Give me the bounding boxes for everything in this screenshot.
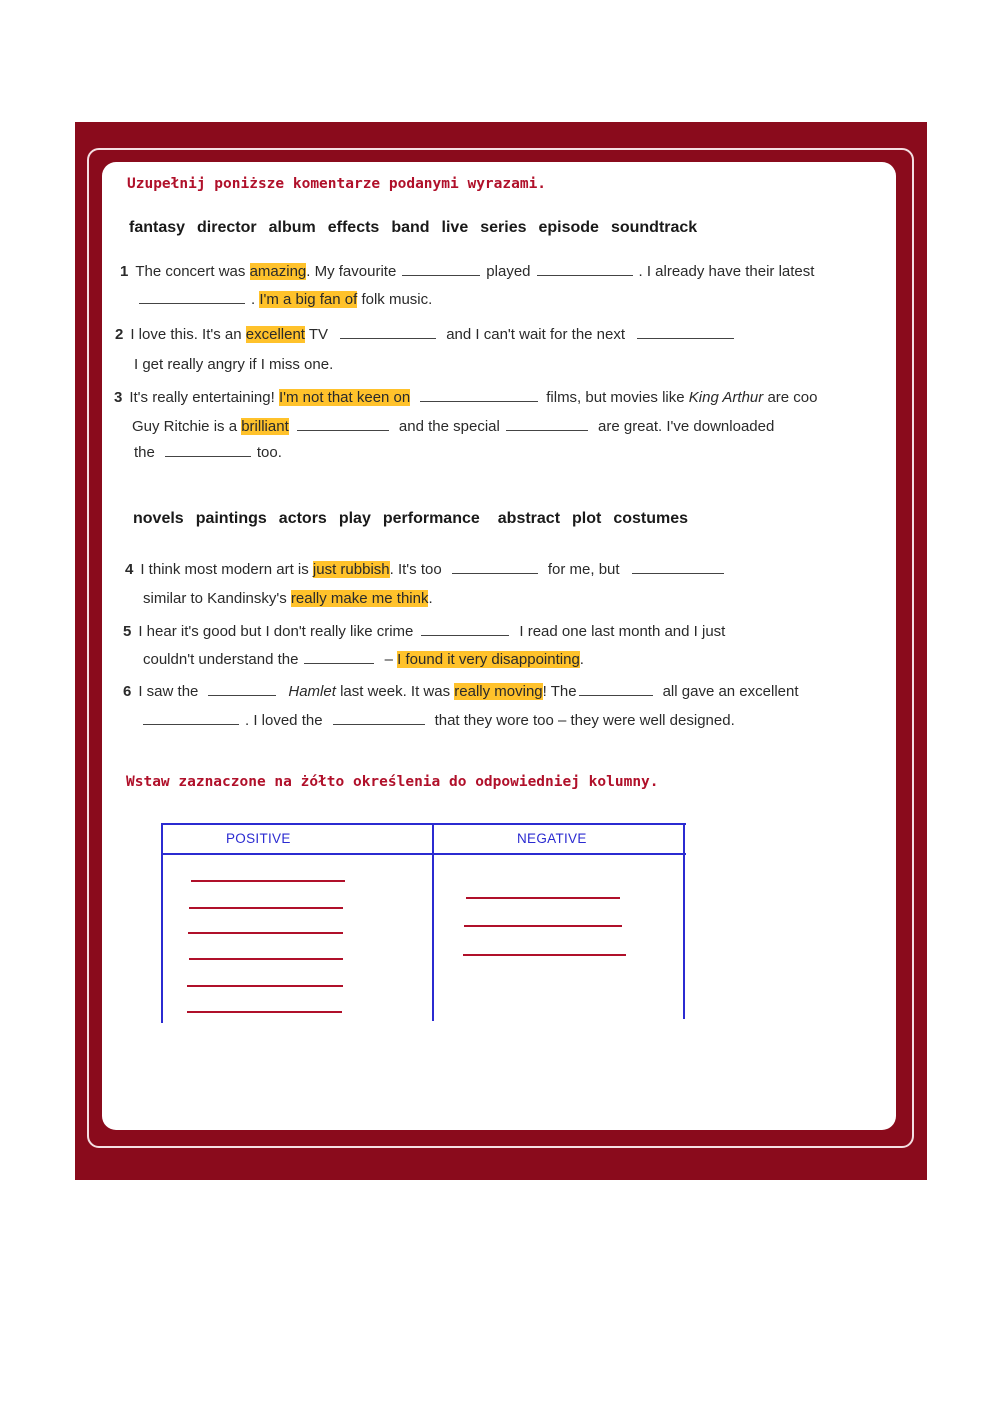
positive-answer-line[interactable] [187, 985, 343, 987]
sentence-text: . [251, 291, 256, 308]
word-bank-2 [133, 510, 700, 528]
sentence-text: are coo [767, 389, 818, 406]
negative-answer-line[interactable] [464, 925, 622, 927]
sentence-text: . [428, 590, 433, 607]
positive-answer-line[interactable] [189, 907, 343, 909]
sentence-text: I saw the [138, 683, 199, 700]
answer-blank[interactable] [537, 275, 633, 276]
word-bank-item: performance [382, 510, 480, 527]
answer-blank[interactable] [333, 724, 425, 725]
answer-blank[interactable] [304, 663, 374, 664]
word-bank-item: actors [278, 510, 327, 527]
word-bank-item: play [338, 510, 371, 527]
sentence-text: and the special [398, 418, 500, 435]
sentence-text: played [486, 263, 531, 280]
sentence-text: – [384, 651, 393, 668]
highlighted-phrase: I'm not that keen on [278, 389, 411, 406]
exercise3-instruction: Wstaw zaznaczone na żółto określenia do odpowiedniej kolumny. [126, 774, 659, 790]
word-bank-item: paintings [195, 510, 267, 527]
sentence-2-line-2: I get really angry if I miss one. [134, 356, 334, 373]
title-italic: King Arthur [688, 389, 764, 406]
answer-blank[interactable] [637, 338, 734, 339]
sentence-text: too. [256, 444, 282, 461]
highlighted-phrase: amazing [249, 263, 307, 280]
sentence-text: that they wore too – they were well designed. [434, 712, 735, 729]
sentence-text: for me, but [547, 561, 620, 578]
sentence-text: I read one last month and I just [519, 623, 726, 640]
answer-blank[interactable] [632, 573, 724, 574]
word-bank-1 [129, 219, 709, 237]
highlighted-phrase: I'm a big fan of [259, 291, 358, 308]
answer-blank[interactable] [421, 635, 509, 636]
word-bank-item: effects [327, 219, 380, 236]
sentence-number: 1 [120, 263, 129, 280]
table-border [683, 823, 685, 1019]
sentence-1-line-2 [139, 291, 432, 308]
answer-blank[interactable] [297, 430, 389, 431]
word-bank-item: band [391, 219, 430, 236]
word-bank-item: fantasy [129, 219, 186, 236]
sentence-text: similar to Kandinsky's [143, 590, 287, 607]
positive-answer-line[interactable] [188, 932, 343, 934]
worksheet-frame [75, 122, 927, 1180]
sentence-text: films, but movies like [546, 389, 685, 406]
positive-answer-line[interactable] [189, 958, 343, 960]
sentence-3-line-1 [114, 389, 817, 406]
sentence-6-line-2 [143, 712, 735, 729]
sentence-text: . It's too [389, 561, 442, 578]
table-border [161, 853, 686, 855]
sentence-text: . My favourite [306, 263, 397, 280]
sentence-text: are great. I've downloaded [598, 418, 775, 435]
sentence-text: Guy Ritchie is a [132, 418, 238, 435]
highlighted-phrase: really moving [454, 683, 543, 700]
table-border [161, 823, 163, 1023]
sentence-5-line-1 [123, 623, 725, 640]
column-header-negative: NEGATIVE [517, 831, 587, 846]
sentence-text: I hear it's good but I don't really like crime [138, 623, 414, 640]
sentence-4-line-1 [125, 561, 730, 578]
answer-blank[interactable] [420, 401, 538, 402]
sentence-text: I think most modern art is [140, 561, 309, 578]
sentence-text: folk music. [361, 291, 433, 308]
answer-blank[interactable] [579, 695, 653, 696]
highlighted-phrase: just rubbish [312, 561, 390, 578]
word-bank-item: live [441, 219, 469, 236]
sentence-text: It's really entertaining! [129, 389, 275, 406]
sorting-table [161, 823, 686, 1023]
word-bank-item: series [480, 219, 527, 236]
table-border [432, 823, 434, 1021]
column-header-positive: POSITIVE [226, 831, 291, 846]
title-italic: Hamlet [288, 683, 336, 700]
sentence-text: the [134, 444, 155, 461]
word-bank-item: costumes [613, 510, 689, 527]
word-bank-item: soundtrack [610, 219, 698, 236]
exercise1-instruction: Uzupełnij poniższe komentarze podanymi wyrazami. [127, 176, 547, 192]
word-bank-item: director [197, 219, 257, 236]
positive-answer-line[interactable] [191, 880, 345, 882]
sentence-5-line-2 [143, 651, 584, 668]
word-bank-item: novels [133, 510, 184, 527]
answer-blank[interactable] [143, 724, 239, 725]
answer-blank[interactable] [208, 695, 276, 696]
positive-answer-line[interactable] [187, 1011, 342, 1013]
sentence-text: ! The [542, 683, 577, 700]
sentence-number: 5 [123, 623, 132, 640]
sentence-1-line-1 [120, 263, 814, 280]
sentence-3-line-3 [134, 444, 282, 461]
negative-answer-line[interactable] [463, 954, 626, 956]
answer-blank[interactable] [139, 303, 245, 304]
sentence-number: 3 [114, 389, 123, 406]
sentence-3-line-2 [132, 418, 774, 435]
table-border [161, 823, 686, 825]
sentence-text: all gave an excellent [662, 683, 799, 700]
sentence-number: 6 [123, 683, 132, 700]
sentence-text: couldn't understand the [143, 651, 299, 668]
worksheet-card [102, 162, 896, 1130]
word-bank-item: episode [538, 219, 599, 236]
sentence-number: 2 [115, 326, 124, 343]
sentence-text: . I already have their latest [638, 263, 815, 280]
sentence-text: and I can't wait for the next [446, 326, 626, 343]
answer-blank[interactable] [165, 456, 251, 457]
sentence-text: . I loved the [245, 712, 323, 729]
answer-blank[interactable] [452, 573, 538, 574]
highlighted-phrase: brilliant [241, 418, 289, 435]
sentence-text: The concert was [135, 263, 246, 280]
sentence-6-line-1 [123, 683, 799, 700]
sentence-text: I love this. It's an [130, 326, 242, 343]
sentence-4-line-2 [143, 590, 433, 607]
answer-blank[interactable] [340, 338, 436, 339]
sentence-text: TV [308, 326, 329, 343]
highlighted-phrase: I found it very disappointing [397, 651, 580, 668]
highlighted-phrase: really make me think [290, 590, 429, 607]
sentence-text: . [579, 651, 584, 668]
sentence-2-line-1 [115, 326, 740, 343]
word-bank-item: album [268, 219, 316, 236]
sentence-number: 4 [125, 561, 134, 578]
sentence-text: last week. It was [340, 683, 451, 700]
answer-blank[interactable] [506, 430, 588, 431]
word-bank-item: plot [572, 510, 602, 527]
negative-answer-line[interactable] [466, 897, 620, 899]
highlighted-phrase: excellent [245, 326, 305, 343]
answer-blank[interactable] [402, 275, 480, 276]
word-bank-item: abstract [497, 510, 561, 527]
